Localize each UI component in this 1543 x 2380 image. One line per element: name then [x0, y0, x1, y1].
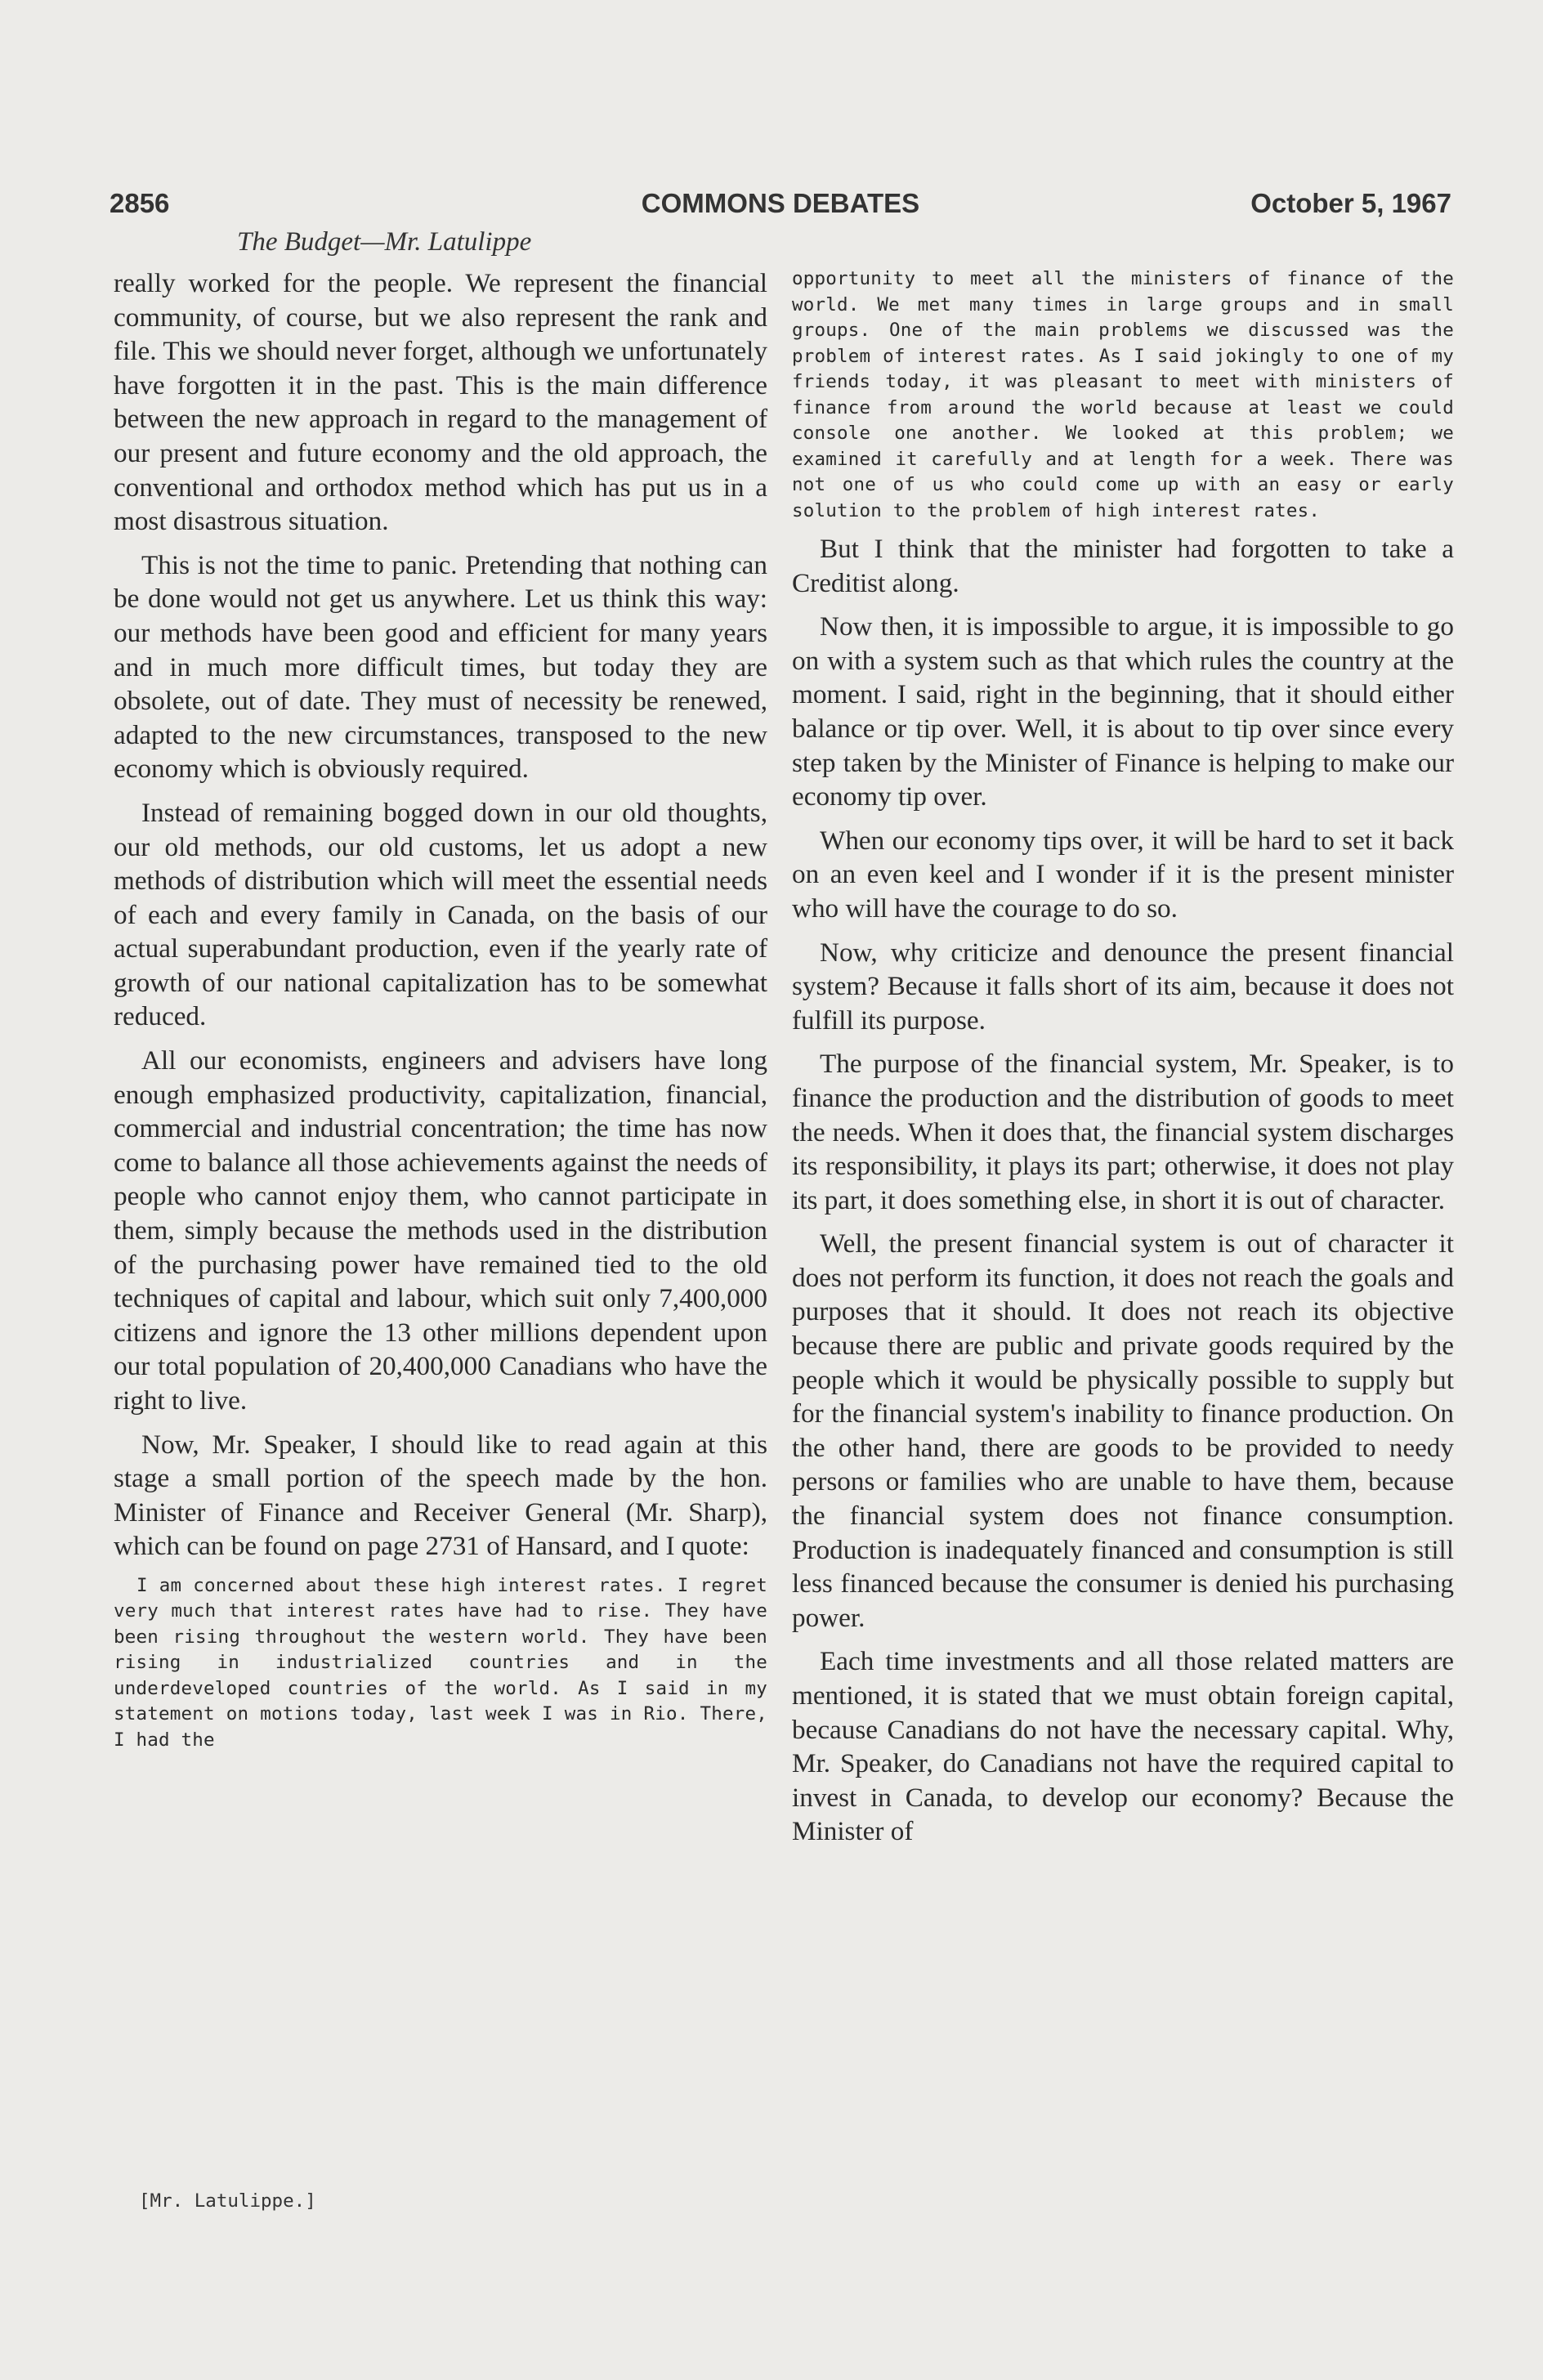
paragraph: Now then, it is impossible to argue, it is impossible to go on with a system such as that which rules the country at the moment. I said, right in the beginning, that it should either balance or tip over. Well, it is about to tip over since every step taken by the Minister of Finance is helping to make our economy tip over. — [792, 611, 1454, 812]
page-number: 2856 — [110, 188, 170, 218]
publication-title: COMMONS DEBATES — [641, 188, 920, 218]
left-column — [114, 266, 767, 1761]
paragraph: This is not the time to panic. Pretending that nothing can be done would not get us anywhere. Let us think this way: our methods have been good and efficient for many years and in much more difficult times, but today they are obsolete, out of date. They must of necessity be renewed, adapted to the new circumstances, transposed to the new economy which is obviously required. — [114, 549, 767, 785]
paragraph: But I think that the minister had forgotten to take a Creditist along. — [792, 534, 1454, 598]
quoted-speech: opportunity to meet all the ministers of finance of the world. We met many times in large groups and in small groups. One of the main problems we discussed was the problem of interest rates. As I said jokingly to one of my friends today, it was pleasant to meet with ministers of finance from around the world because at least we could console one another. We looked at this problem; we examined it carefully and at length for a week. There was not one of us who could come up with an easy or early solution to the problem of high interest rates. — [792, 268, 1454, 521]
paragraph: Now, why criticize and denounce the present financial system? Because it falls short of its aim, because it does not fulfill its purpose. — [792, 937, 1454, 1036]
paragraph: When our economy tips over, it will be hard to set it back on an even keel and I wonder if it is the present minister who will have the courage to do so. — [792, 825, 1454, 924]
running-subheader: The Budget—Mr. Latulippe — [237, 227, 532, 257]
page-header — [110, 188, 1451, 226]
paragraph: Instead of remaining bogged down in our old thoughts, our old methods, our old customs, let us adopt a new methods of distribution which will meet the essential needs of each and every family in Canada, on the basis of our actual superabundant production, even if the yearly rate of growth of our national capitalization has to be somewhat reduced. — [114, 797, 767, 1032]
publication-date: October 5, 1967 — [1250, 188, 1451, 218]
paragraph: All our economists, engineers and advisers have long enough emphasized productivity, capitalization, financial, commercial and industrial concentration; the time has now come to balance all those achievements against the needs of people who cannot enjoy them, who cannot participate in them, simply because the methods used in the distribution of the purchasing power have remained tied to the old techniques of capital and labour, which suit only 7,400,000 citizens and ignore the 13 other millions dependent upon our total population of 20,400,000 Canadians who have the right to live. — [114, 1045, 767, 1416]
right-column — [792, 266, 1454, 1859]
paragraph: really worked for the people. We represent the financial community, of course, but we also represent the rank and file. This we should never forget, although we unfortunately have forgotten it in the past. This is the main difference between the new approach in regard to the management of our present and future economy and the old approach, the conventional and orthodox method which has put us in a most disastrous situation. — [114, 268, 767, 537]
paragraph: Well, the present financial system is out of character it does not perform its function, it does not reach the goals and purposes that it should. It does not reach its objective because there are public and private goods required by the people which it would be physically possible to supply but for the financial system's inability to finance production. On the other hand, there are goods to be provided to needy persons or families who are unable to have them, because the financial system does not finance consumption. Production is inadequately financed and consumption is still less financed because the consumer is denied his purchasing power. — [792, 1228, 1454, 1633]
speaker-tag: [Mr. Latulippe.] — [139, 2190, 316, 2212]
quoted-speech: I am concerned about these high interest rates. I regret very much that interest rates have had to rise. They have been rising throughout the western world. They have been rising in industrialized countries and in the underdeveloped countries of the world. As I said in my statement on motions today, last week I was in Rio. There, I had the — [114, 1574, 767, 1751]
paragraph: Each time investments and all those related matters are mentioned, it is stated that we must obtain foreign capital, because Canadians do not have the necessary capital. Why, Mr. Speaker, do Canadians not have the required capital to invest in Canada, to develop our economy? Because the Minister of — [792, 1646, 1454, 1847]
paragraph: Now, Mr. Speaker, I should like to read again at this stage a small portion of the speech made by the hon. Minister of Finance and Receiver General (Mr. Sharp), which can be found on page 2731 of Hansard, and I quote: — [114, 1429, 767, 1562]
paragraph: The purpose of the financial system, Mr. Speaker, is to finance the production and the distribution of goods to meet the needs. When it does that, the financial system discharges its responsibility, it plays its part; otherwise, it does not play its part, it does something else, in short it is out of character. — [792, 1049, 1454, 1215]
